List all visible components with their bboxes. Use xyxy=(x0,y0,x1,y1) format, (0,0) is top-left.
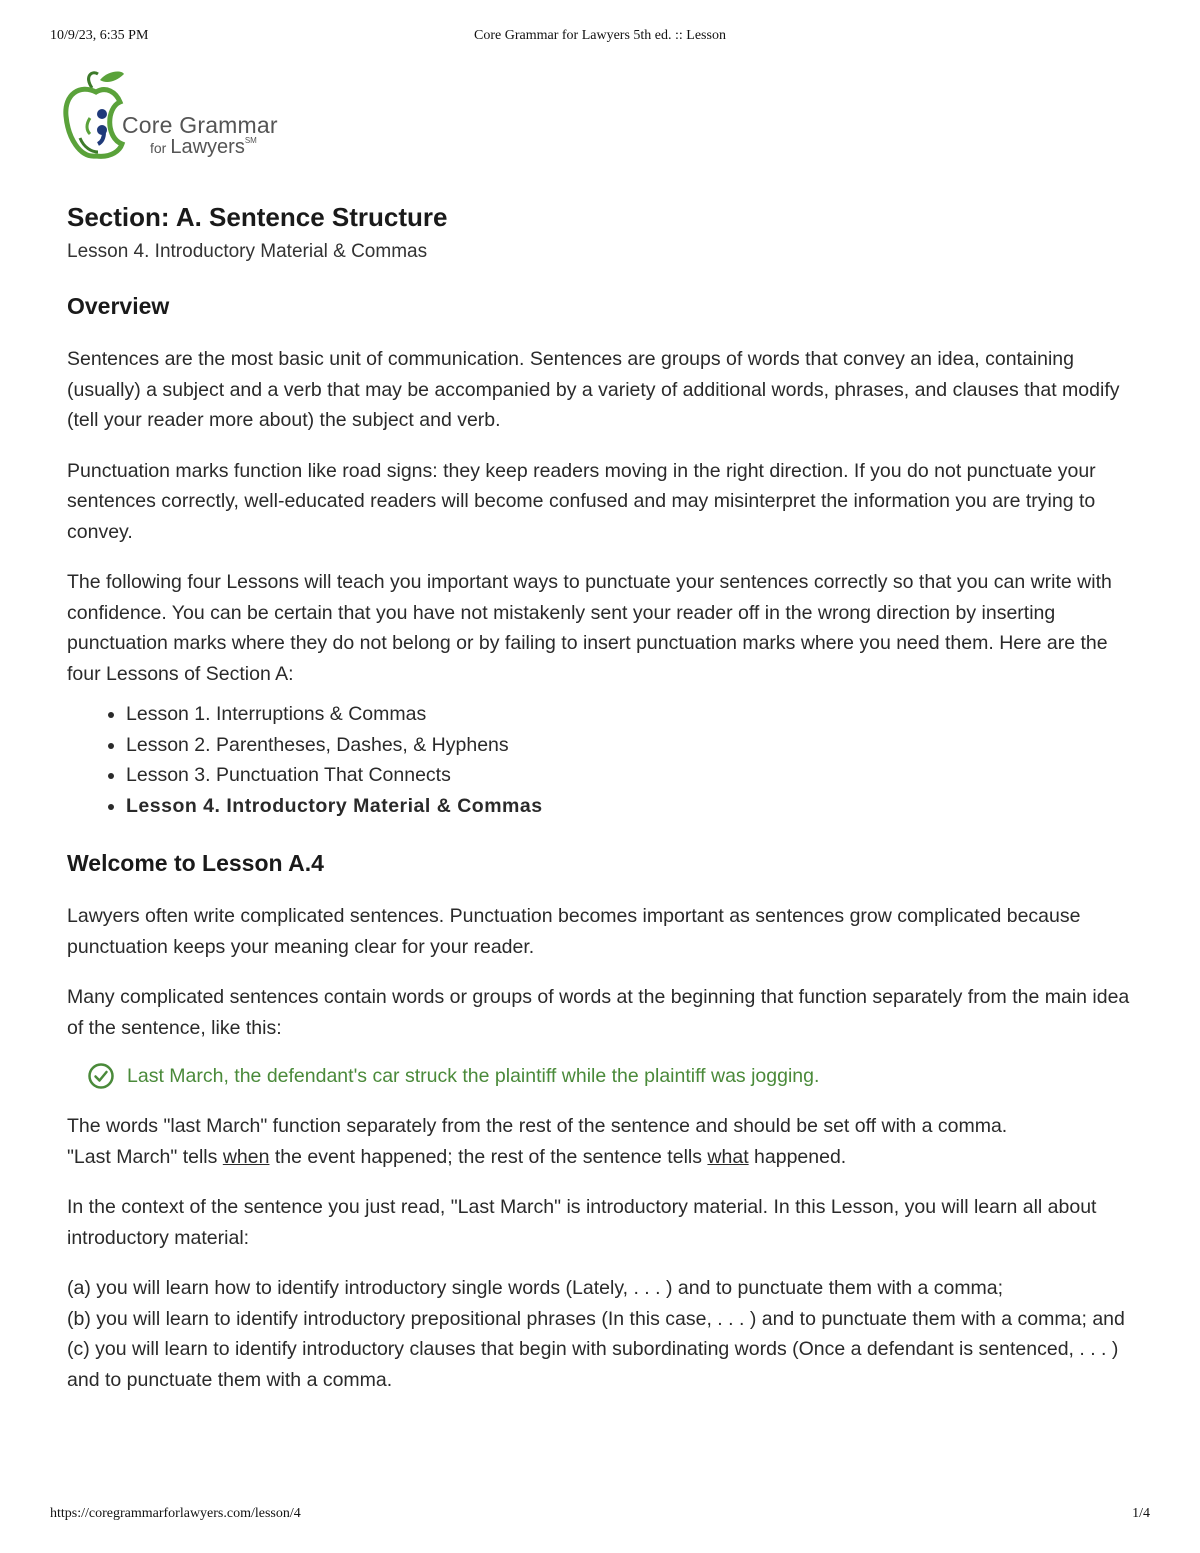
p3-text-c: happened. xyxy=(748,1145,847,1168)
overview-paragraph-1: Sentences are the most basic unit of communication. Sentences are groups of words that convey an idea, containing (usually) a subject and a verb that may be accompanied by a variety of additional words, phrases, and clauses that modify (tell your reader more about) the subject and verb. xyxy=(67,348,1120,431)
learning-item-c: (c) you will learn to identify introductory clauses that begin with subordinating words (Once a defendant is sentenced, . . . ) and to punctuate them with a comma. xyxy=(67,1338,1119,1391)
emphasis-what: what xyxy=(707,1145,749,1168)
welcome-paragraph-3 xyxy=(67,1111,1137,1172)
p3-line1: The words "last March" function separately from the rest of the sentence and should be set off with a comma. xyxy=(67,1115,1008,1137)
welcome-paragraph-4: In the context of the sentence you just read, "Last March" is introductory material. In this Lesson, you will learn all about introductory material: xyxy=(67,1196,1097,1249)
logo-service-mark: SM xyxy=(244,136,257,145)
site-logo[interactable] xyxy=(62,68,302,164)
logo-title: Core Grammar xyxy=(122,112,278,138)
lesson-subtitle: Lesson 4. Introductory Material & Commas xyxy=(67,241,428,262)
learning-item-a: (a) you will learn how to identify introductory single words (Lately, . . . ) and to punctuate them with a comma; xyxy=(67,1277,1004,1299)
lesson-content xyxy=(67,198,1137,1395)
example-text: Last March, the defendant's car struck the plaintiff while the plaintiff was jogging. xyxy=(127,1065,820,1087)
lesson-list xyxy=(67,699,1137,821)
emphasis-when: when xyxy=(222,1145,270,1168)
overview-heading: Overview xyxy=(67,293,170,319)
lesson-list-item: • Lesson 3. Punctuation That Connects xyxy=(126,760,1137,791)
section-title: Section: A. Sentence Structure xyxy=(67,202,448,232)
logo-for: for xyxy=(150,140,167,156)
print-page-number: 1/4 xyxy=(1132,1506,1150,1521)
p3-text-b: the event happened; the rest of the sentence tells xyxy=(269,1145,708,1168)
print-datetime: 10/9/23, 6:35 PM xyxy=(50,28,149,43)
print-page-title: Core Grammar for Lawyers 5th ed. :: Lesson xyxy=(474,28,726,43)
welcome-paragraph-2: Many complicated sentences contain words or groups of words at the beginning that function separately from the main idea of the sentence, like this: xyxy=(67,986,1130,1039)
learning-item-b: (b) you will learn to identify introductory prepositional phrases (In this case, . . . ) and to punctuate them with a comma; and xyxy=(67,1307,1125,1330)
overview-paragraph-2: Punctuation marks function like road signs: they keep readers moving in the right direction. If you do not punctuate your sentences correctly, well-educated readers will become confused and may misinterpret the information you are trying to convey. xyxy=(67,459,1096,543)
welcome-heading: Welcome to Lesson A.4 xyxy=(67,850,324,876)
logo-lawyers: Lawyers xyxy=(170,136,245,158)
welcome-paragraph-1: Lawyers often write complicated sentences. Punctuation becomes important as sentences grow complicated because punctuation keeps your meaning clear for your reader. xyxy=(67,905,1081,958)
lesson-list-item: • Lesson 2. Parentheses, Dashes, & Hyphens xyxy=(126,730,1137,761)
overview-paragraph-3: The following four Lessons will teach you important ways to punctuate your sentences correctly so that you can write with confidence. You can be certain that you have not mistakenly sent your reader off in the wrong direction by inserting punctuation marks where they do not belong or by failing to insert punctuation marks where you need them. Here are the four Lessons of Section A: xyxy=(67,571,1112,685)
check-circle-icon xyxy=(87,1062,115,1090)
lesson-list-item-current: • Lesson 4. Introductory Material & Commas xyxy=(126,791,1137,822)
logo-subtitle xyxy=(150,136,257,159)
example-sentence xyxy=(87,1061,1137,1091)
p3-text-a: "Last March" tells xyxy=(67,1145,223,1168)
print-url: https://coregrammarforlawyers.com/lesson/4 xyxy=(50,1506,301,1521)
lesson-list-item: • Lesson 1. Interruptions & Commas xyxy=(126,699,1137,730)
